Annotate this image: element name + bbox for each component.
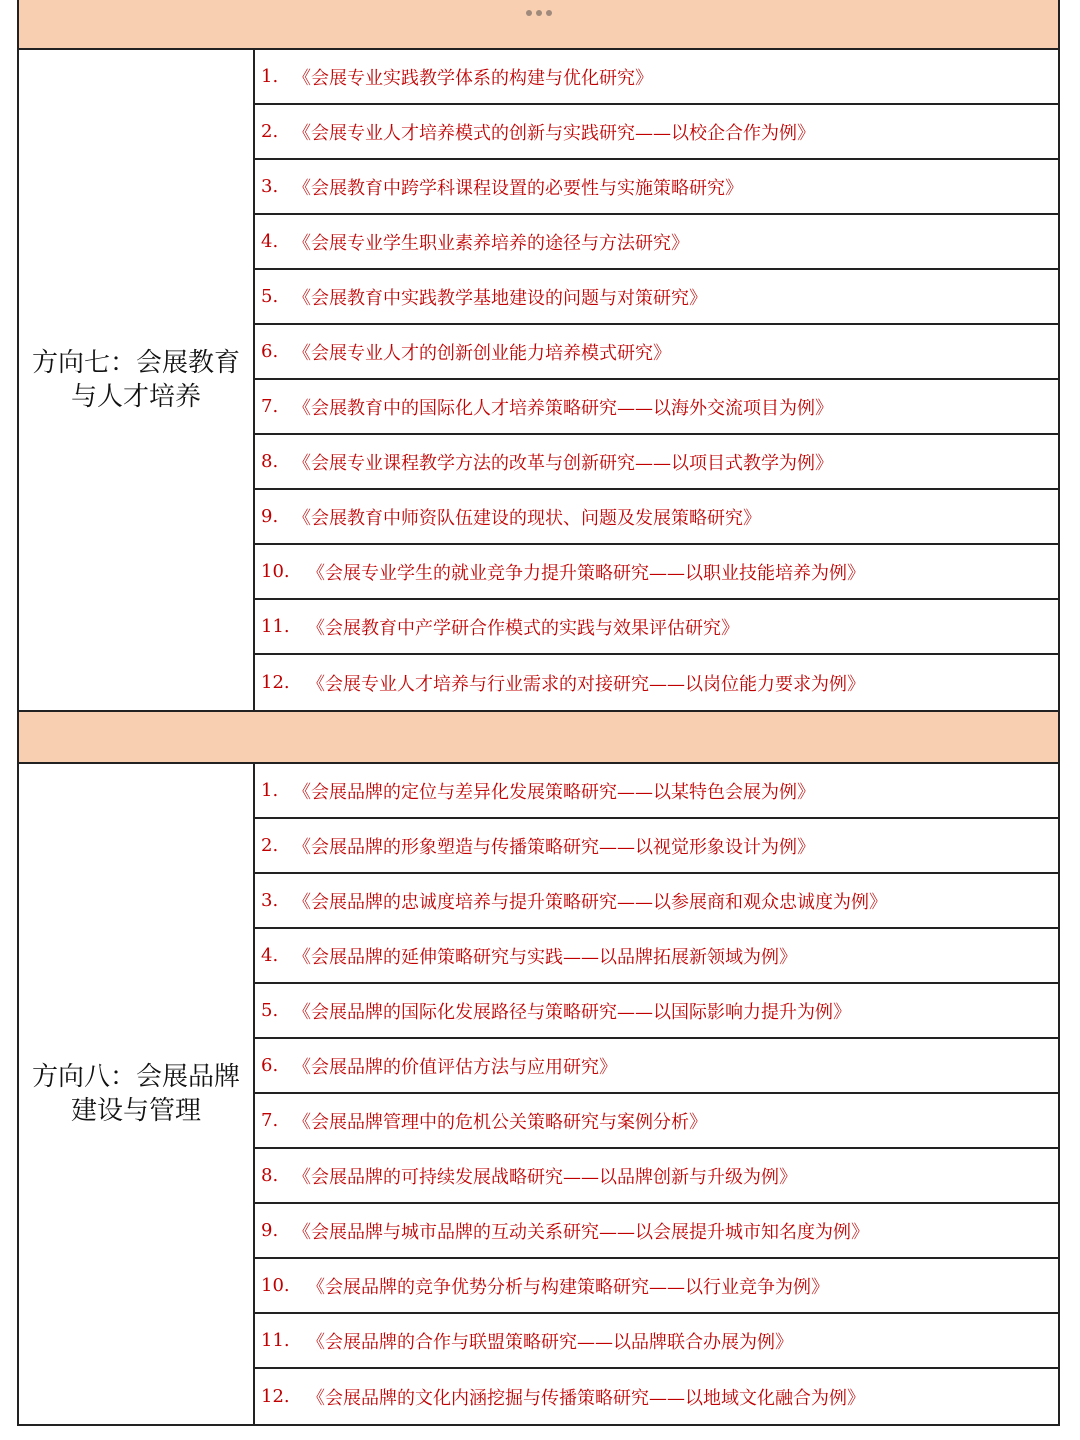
topic-list	[255, 50, 1058, 710]
topic-number: 7.	[261, 396, 279, 417]
topic-number: 9.	[261, 1220, 279, 1241]
topic-title: 《会展品牌的定位与差异化发展策略研究——以某特色会展为例》	[293, 781, 815, 803]
topic-title: 《会展教育中产学研合作模式的实践与效果评估研究》	[307, 617, 739, 639]
topic-number: 4.	[261, 945, 279, 966]
topic-title: 《会展品牌管理中的危机公关策略研究与案例分析》	[293, 1111, 707, 1133]
topic-row	[255, 874, 1058, 929]
topic-row	[255, 380, 1058, 435]
topic-row	[255, 929, 1058, 984]
topic-title: 《会展专业课程教学方法的改革与创新研究——以项目式教学为例》	[293, 452, 833, 474]
topic-row	[255, 1094, 1058, 1149]
direction-cell	[19, 50, 255, 710]
topic-number: 10.	[261, 1275, 290, 1296]
topic-number: 4.	[261, 231, 279, 252]
topic-title: 《会展专业人才培养与行业需求的对接研究——以岗位能力要求为例》	[307, 673, 865, 695]
topic-row	[255, 819, 1058, 874]
topic-row	[255, 50, 1058, 105]
topic-row	[255, 1314, 1058, 1369]
topic-number: 9.	[261, 506, 279, 527]
topic-number: 1.	[261, 66, 279, 87]
topic-row	[255, 160, 1058, 215]
topic-row	[255, 545, 1058, 600]
topic-number: 2.	[261, 121, 279, 142]
topic-title: 《会展教育中的国际化人才培养策略研究——以海外交流项目为例》	[293, 397, 833, 419]
topic-row	[255, 1369, 1058, 1424]
direction-title: 方向七：会展教育 与人才培养	[31, 348, 240, 412]
topic-list	[255, 764, 1058, 1424]
topic-row	[255, 1149, 1058, 1204]
topic-number: 6.	[261, 341, 279, 362]
topic-row	[255, 105, 1058, 160]
topic-title: 《会展品牌的合作与联盟策略研究——以品牌联合办展为例》	[307, 1331, 793, 1353]
topic-number: 10.	[261, 561, 290, 582]
topic-title: 《会展品牌的价值评估方法与应用研究》	[293, 1056, 617, 1078]
topic-row	[255, 270, 1058, 325]
topic-title: 《会展品牌的忠诚度培养与提升策略研究——以参展商和观众忠诚度为例》	[293, 891, 887, 913]
topic-row	[255, 1039, 1058, 1094]
section-direction-8	[19, 764, 1058, 1426]
topic-table	[17, 0, 1060, 1426]
topic-number: 2.	[261, 835, 279, 856]
topic-title: 《会展专业学生的就业竞争力提升策略研究——以职业技能培养为例》	[307, 562, 865, 584]
topic-row	[255, 764, 1058, 819]
topic-title: 《会展品牌的形象塑造与传播策略研究——以视觉形象设计为例》	[293, 836, 815, 858]
topic-number: 5.	[261, 286, 279, 307]
section-direction-7	[19, 50, 1058, 712]
topic-row	[255, 435, 1058, 490]
more-icon[interactable]	[526, 10, 552, 16]
topic-row	[255, 984, 1058, 1039]
topic-title: 《会展品牌的国际化发展路径与策略研究——以国际影响力提升为例》	[293, 1001, 851, 1023]
topic-number: 8.	[261, 451, 279, 472]
topic-number: 1.	[261, 780, 279, 801]
topic-row	[255, 600, 1058, 655]
topic-number: 5.	[261, 1000, 279, 1021]
topic-number: 3.	[261, 890, 279, 911]
topic-row	[255, 490, 1058, 545]
topic-title: 《会展品牌的竞争优势分析与构建策略研究——以行业竞争为例》	[307, 1276, 829, 1298]
topic-row	[255, 325, 1058, 380]
topic-row	[255, 655, 1058, 710]
topic-number: 11.	[261, 1330, 290, 1351]
separator-band	[19, 712, 1058, 764]
topic-title: 《会展教育中跨学科课程设置的必要性与实施策略研究》	[293, 177, 743, 199]
topic-title: 《会展教育中实践教学基地建设的问题与对策研究》	[293, 287, 707, 309]
topic-title: 《会展专业人才的创新创业能力培养模式研究》	[293, 342, 671, 364]
topic-title: 《会展专业实践教学体系的构建与优化研究》	[293, 67, 653, 89]
topic-row	[255, 1204, 1058, 1259]
direction-cell	[19, 764, 255, 1424]
topic-title: 《会展品牌的可持续发展战略研究——以品牌创新与升级为例》	[293, 1166, 797, 1188]
topic-number: 11.	[261, 616, 290, 637]
header-band	[19, 0, 1058, 50]
topic-number: 8.	[261, 1165, 279, 1186]
topic-number: 12.	[261, 672, 290, 693]
topic-number: 7.	[261, 1110, 279, 1131]
topic-row	[255, 215, 1058, 270]
topic-title: 《会展专业学生职业素养培养的途径与方法研究》	[293, 232, 689, 254]
topic-title: 《会展品牌的文化内涵挖掘与传播策略研究——以地域文化融合为例》	[307, 1387, 865, 1409]
topic-number: 12.	[261, 1386, 290, 1407]
topic-number: 6.	[261, 1055, 279, 1076]
topic-title: 《会展品牌的延伸策略研究与实践——以品牌拓展新领域为例》	[293, 946, 797, 968]
topic-title: 《会展教育中师资队伍建设的现状、问题及发展策略研究》	[293, 507, 761, 529]
topic-row	[255, 1259, 1058, 1314]
topic-title: 《会展品牌与城市品牌的互动关系研究——以会展提升城市知名度为例》	[293, 1221, 869, 1243]
topic-number: 3.	[261, 176, 279, 197]
topic-title: 《会展专业人才培养模式的创新与实践研究——以校企合作为例》	[293, 122, 815, 144]
direction-title: 方向八：会展品牌 建设与管理	[31, 1062, 240, 1126]
